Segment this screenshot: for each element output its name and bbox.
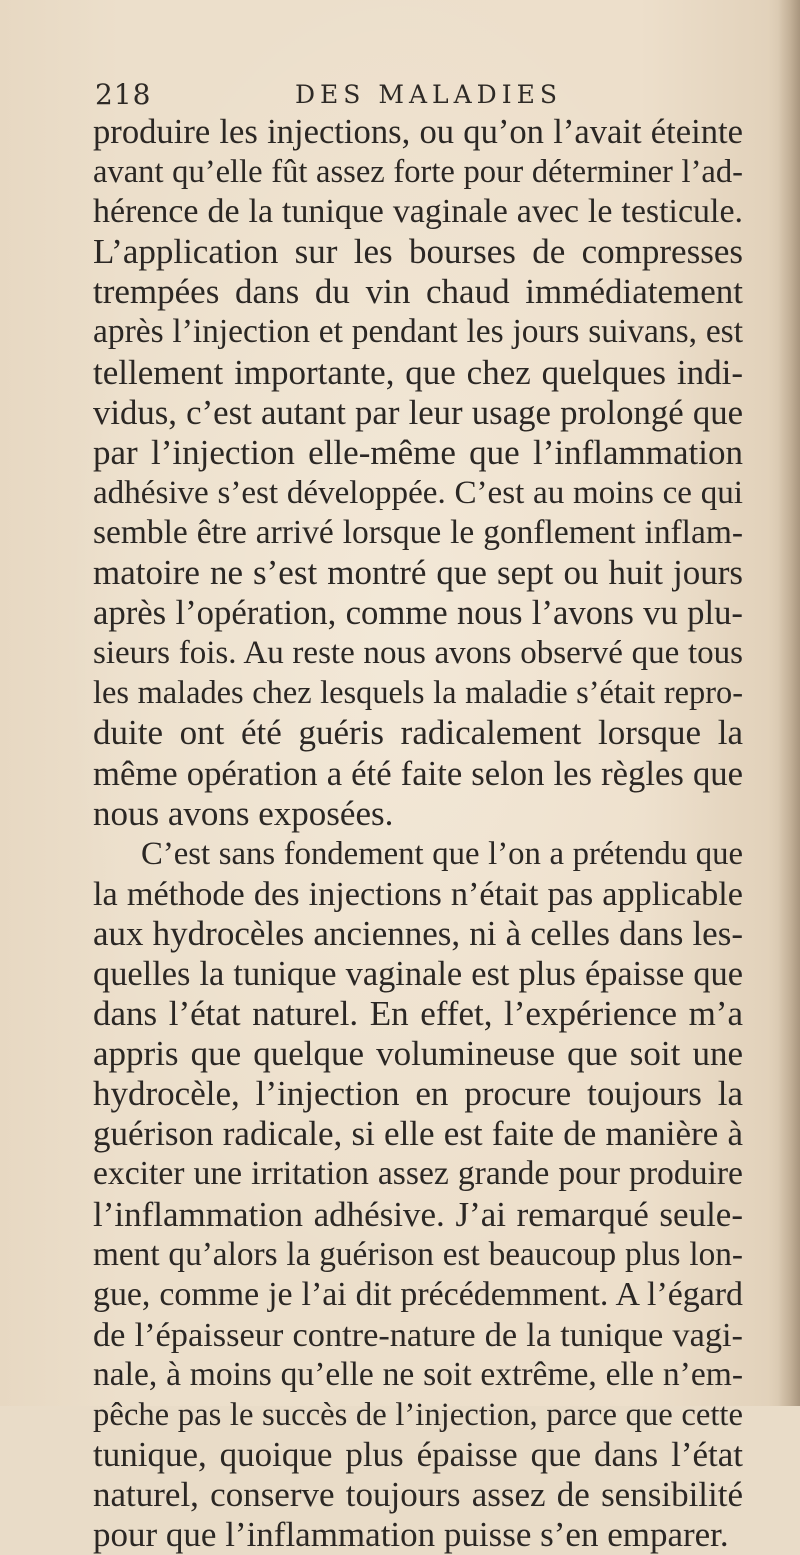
text-line: après l’opération, comme nous l’avons vu plu- <box>93 593 743 633</box>
paragraph-1 <box>93 112 743 834</box>
text-line: avant qu’elle fût assez forte pour déterminer l’ad- <box>93 154 743 191</box>
text-line: les malades chez lesquels la maladie s’était repro- <box>93 675 743 712</box>
text-line: semble être arrivé lorsque le gonflement inflam- <box>93 513 743 551</box>
text-line: après l’injection et pendant les jours suivans, est <box>93 313 743 351</box>
page-header <box>95 78 735 114</box>
text-line: hérence de la tunique vaginale avec le testicule. <box>93 193 743 231</box>
text-line: tunique, quoique plus épaisse que dans l’état <box>93 1435 743 1475</box>
text-line: matoire ne s’est montré que sept ou huit jours <box>93 553 743 593</box>
text-line: trempées dans du vin chaud immédiatement <box>93 272 743 312</box>
text-line: vidus, c’est autant par leur usage prolongé que <box>93 392 743 432</box>
text-line: nale, à moins qu’elle ne soit extrême, elle n’em- <box>93 1355 743 1393</box>
text-line: tellement importante, que chez quelques indi- <box>93 352 743 392</box>
text-line: adhésive s’est développée. C’est au moins ce qui <box>93 474 743 511</box>
text-line: pêche pas le succès de l’injection, parce que cette <box>93 1397 743 1433</box>
text-line: par l’injection elle-même que l’inflammation <box>93 432 743 472</box>
text-line: hydrocèle, l’injection en procure toujours la <box>93 1074 743 1114</box>
paragraph-2 <box>93 834 743 1555</box>
text-line: la méthode des injections n’était pas applicable <box>93 874 743 913</box>
page-number: 218 <box>95 78 152 111</box>
text-line: de l’épaisseur contre-nature de la tunique vagi- <box>93 1315 743 1354</box>
text-line: exciter une irritation assez grande pour produire <box>93 1155 743 1193</box>
body-text <box>93 112 743 1555</box>
text-line: dans l’état naturel. En effet, l’expérience m’a <box>93 994 743 1034</box>
text-line: produire les injections, ou qu’on l’avait éteinte <box>93 113 743 151</box>
text-line: sieurs fois. Au reste nous avons observé que tous <box>93 635 743 672</box>
text-line: gue, comme je l’ai dit précédemment. A l’égard <box>93 1275 743 1313</box>
text-line: même opération a été faite selon les règles que <box>93 754 743 793</box>
text-line: quelles la tunique vaginale est plus épaisse que <box>93 954 743 993</box>
text-line: ment qu’alors la guérison est beaucoup plus lon- <box>93 1235 743 1273</box>
text-line: l’inflammation adhésive. J’ai remarqué seule- <box>93 1194 743 1234</box>
text-line: L’application sur les bourses de compresses <box>93 232 743 272</box>
page-edge-shadow <box>778 0 800 1406</box>
text-line: duite ont été guéris radicalement lorsque la <box>93 713 743 753</box>
text-line: nous avons exposées. <box>93 793 394 833</box>
text-line: pour que l’inflammation puisse s’en emparer. <box>93 1515 729 1555</box>
text-line: C’est sans fondement que l’on a prétendu que <box>141 835 743 872</box>
text-line: naturel, conserve toujours assez de sensibilité <box>93 1475 743 1515</box>
text-line: appris que quelque volumineuse que soit une <box>93 1034 743 1074</box>
text-line: aux hydrocèles anciennes, ni à celles dans les- <box>93 913 743 953</box>
text-line: guérison radicale, si elle est faite de manière à <box>93 1114 743 1154</box>
running-head: DES MALADIES <box>295 80 562 109</box>
